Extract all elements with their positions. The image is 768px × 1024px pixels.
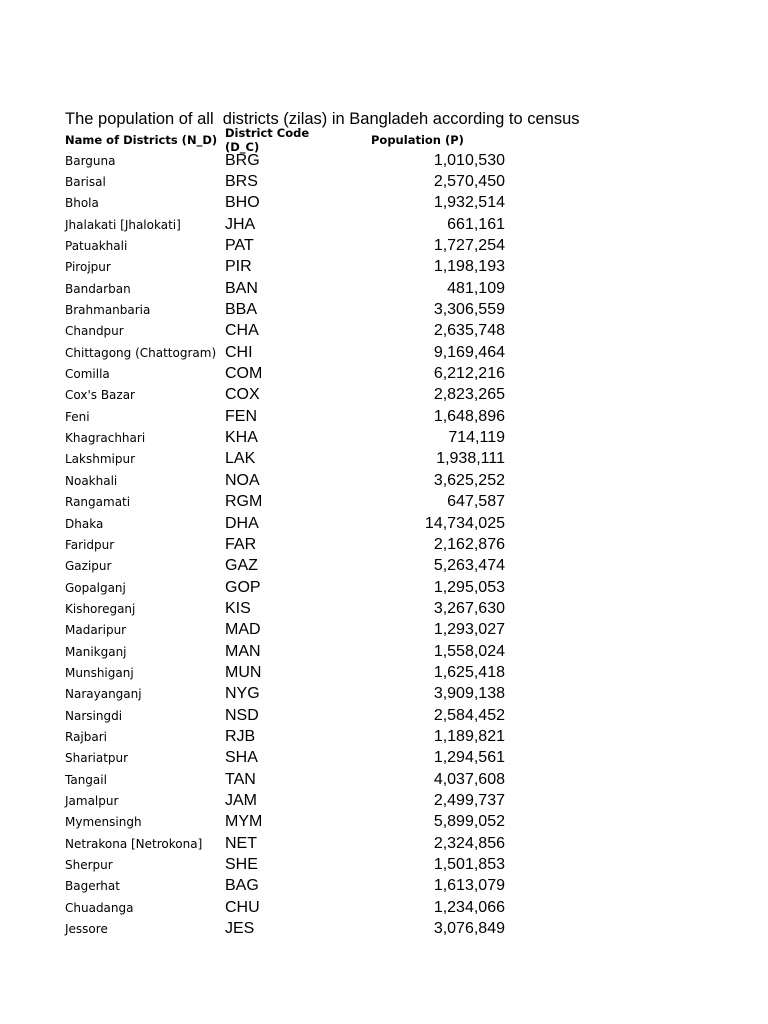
population-cell: 481,109 (447, 279, 505, 297)
population-cell: 2,324,856 (433, 834, 505, 852)
district-name-cell: Gopalganj (65, 580, 126, 595)
district-name-cell: Madaripur (65, 623, 127, 638)
district-code-cell: DHA (225, 514, 259, 532)
population-cell: 1,727,254 (433, 237, 505, 255)
district-code-cell: KHA (225, 429, 258, 447)
district-code-cell: NOA (225, 471, 260, 489)
district-name-cell: Sherpur (65, 858, 113, 873)
district-name-cell: Dhaka (65, 516, 104, 531)
table-header-row (65, 126, 705, 154)
district-name-cell: Munshiganj (65, 665, 134, 680)
district-code-cell: NSD (225, 706, 259, 724)
table-row (65, 171, 705, 192)
district-name-cell: Mymensingh (65, 815, 142, 830)
district-code-cell: JAM (225, 791, 257, 809)
table-row (65, 705, 705, 726)
table-row (65, 470, 705, 491)
district-code-cell: TAN (225, 770, 256, 788)
district-code-cell: GAZ (225, 557, 258, 575)
population-cell: 1,938,111 (436, 450, 505, 468)
district-name-cell: Gazipur (65, 559, 112, 574)
district-code-cell: BHO (225, 194, 260, 212)
table-row (65, 235, 705, 256)
population-cell: 3,306,559 (433, 301, 505, 319)
district-code-cell: NET (225, 834, 257, 852)
population-cell: 5,263,474 (433, 557, 505, 575)
population-cell: 1,613,079 (433, 877, 505, 895)
table-row (65, 193, 705, 214)
table-row (65, 726, 705, 747)
table-row (65, 321, 705, 342)
district-code-cell: CHI (225, 343, 253, 361)
population-cell: 1,625,418 (433, 663, 505, 681)
district-name-cell: Cox's Bazar (65, 388, 135, 403)
district-name-cell: Jhalakati [Jhalokati] (65, 217, 181, 232)
district-name-cell: Chuadanga (65, 900, 134, 915)
district-name-cell: Faridpur (65, 537, 115, 552)
document-page (65, 108, 705, 940)
table-row (65, 684, 705, 705)
district-name-cell: Feni (65, 409, 90, 424)
district-name-cell: Bhola (65, 196, 99, 211)
population-cell: 1,294,561 (433, 749, 505, 767)
population-cell: 4,037,608 (433, 770, 505, 788)
table-row (65, 257, 705, 278)
district-name-cell: Chittagong (Chattogram) (65, 345, 217, 360)
table-row (65, 833, 705, 854)
population-cell: 1,648,896 (433, 407, 505, 425)
district-name-cell: Shariatpur (65, 751, 129, 766)
district-name-cell: Barguna (65, 153, 116, 168)
district-name-cell: Kishoreganj (65, 601, 136, 616)
population-cell: 2,499,737 (433, 791, 505, 809)
district-code-cell: MUN (225, 663, 262, 681)
district-code-cell: JHA (225, 215, 256, 233)
column-header-population: Population (P) (371, 133, 464, 147)
district-code-cell: SHE (225, 856, 258, 874)
district-name-cell: Rajbari (65, 729, 107, 744)
population-cell: 6,212,216 (433, 365, 505, 383)
district-name-cell: Barisal (65, 175, 106, 190)
table-row (65, 577, 705, 598)
table-row (65, 150, 705, 171)
district-code-cell: BAG (225, 877, 259, 895)
district-name-cell: Narayanganj (65, 687, 142, 702)
district-name-cell: Chandpur (65, 324, 124, 339)
district-name-cell: Comilla (65, 367, 110, 382)
district-code-cell: COX (225, 386, 260, 404)
district-name-cell: Bandarban (65, 281, 131, 296)
table-row (65, 662, 705, 683)
district-code-cell: NYG (225, 685, 260, 703)
table-row (65, 748, 705, 769)
district-code-cell: BBA (225, 301, 258, 319)
table-row (65, 513, 705, 534)
district-code-cell: RJB (225, 727, 256, 745)
table-row (65, 534, 705, 555)
district-name-cell: Jessore (65, 922, 108, 937)
population-cell: 1,189,821 (433, 727, 505, 745)
district-code-cell: CHU (225, 898, 260, 916)
district-code-cell: BRG (225, 151, 260, 169)
district-code-cell: FEN (225, 407, 257, 425)
district-code-cell: SHA (225, 749, 258, 767)
population-cell: 2,823,265 (433, 386, 505, 404)
table-row (65, 620, 705, 641)
table-row (65, 492, 705, 513)
column-header-name: Name of Districts (N_D) (65, 133, 218, 147)
district-code-cell: LAK (225, 450, 256, 468)
table-row (65, 406, 705, 427)
table-row (65, 385, 705, 406)
district-code-cell: GOP (225, 578, 261, 596)
table-row (65, 556, 705, 577)
population-cell: 2,584,452 (433, 706, 505, 724)
population-cell: 1,010,530 (433, 151, 505, 169)
district-name-cell: Patuakhali (65, 239, 128, 254)
population-cell: 1,293,027 (433, 621, 505, 639)
table-row (65, 299, 705, 320)
district-name-cell: Bagerhat (65, 879, 120, 894)
district-code-cell: MAN (225, 642, 261, 660)
district-name-cell: Rangamati (65, 495, 131, 510)
population-cell: 1,501,853 (433, 856, 505, 874)
district-code-cell: MYM (225, 813, 263, 831)
table-row (65, 769, 705, 790)
population-cell: 661,161 (447, 215, 505, 233)
population-cell: 714,119 (448, 429, 505, 447)
population-cell: 1,558,024 (433, 642, 505, 660)
population-cell: 1,932,514 (433, 194, 505, 212)
district-code-cell: BAN (225, 279, 258, 297)
district-code-cell: RGM (225, 493, 263, 511)
district-code-cell: PAT (225, 237, 254, 255)
district-name-cell: Jamalpur (65, 793, 119, 808)
district-code-cell: FAR (225, 535, 257, 553)
district-name-cell: Lakshmipur (65, 452, 136, 467)
table-row (65, 214, 705, 235)
district-name-cell: Brahmanbaria (65, 303, 151, 318)
population-cell: 1,234,066 (433, 898, 505, 916)
district-code-cell: COM (225, 365, 263, 383)
table-body (65, 150, 705, 940)
table-row (65, 598, 705, 619)
district-code-cell: CHA (225, 322, 259, 340)
table-row (65, 363, 705, 384)
district-name-cell: Narsingdi (65, 708, 123, 723)
district-name-cell: Netrakona [Netrokona] (65, 836, 203, 851)
district-name-cell: Tangail (65, 772, 107, 787)
population-cell: 1,198,193 (433, 258, 505, 276)
table-row (65, 876, 705, 897)
table-row (65, 427, 705, 448)
population-cell: 3,625,252 (433, 471, 505, 489)
population-cell: 2,570,450 (433, 173, 505, 191)
district-name-cell: Pirojpur (65, 260, 111, 275)
table-row (65, 918, 705, 939)
population-cell: 9,169,464 (433, 343, 505, 361)
district-name-cell: Manikganj (65, 644, 127, 659)
table-row (65, 854, 705, 875)
table-row (65, 449, 705, 470)
table-row (65, 278, 705, 299)
population-cell: 647,587 (447, 493, 505, 511)
district-code-cell: BRS (225, 173, 258, 191)
population-cell: 14,734,025 (424, 514, 505, 532)
page-title: The population of all districts (zilas) in Bangladeh according to census (65, 110, 580, 128)
table-row (65, 812, 705, 833)
table-row (65, 790, 705, 811)
population-cell: 3,909,138 (433, 685, 505, 703)
population-cell: 3,267,630 (433, 599, 505, 617)
district-code-cell: PIR (225, 258, 252, 276)
table-row (65, 342, 705, 363)
district-code-cell: KIS (225, 599, 251, 617)
population-cell: 5,899,052 (433, 813, 505, 831)
table-row (65, 897, 705, 918)
population-cell: 2,162,876 (433, 535, 505, 553)
district-code-cell: JES (225, 920, 255, 938)
district-code-cell: MAD (225, 621, 261, 639)
population-cell: 1,295,053 (433, 578, 505, 596)
district-name-cell: Khagrachhari (65, 431, 146, 446)
population-cell: 3,076,849 (433, 920, 505, 938)
district-name-cell: Noakhali (65, 473, 118, 488)
population-cell: 2,635,748 (433, 322, 505, 340)
table-row (65, 641, 705, 662)
column-header-code: District Code (D_C) (225, 126, 310, 154)
